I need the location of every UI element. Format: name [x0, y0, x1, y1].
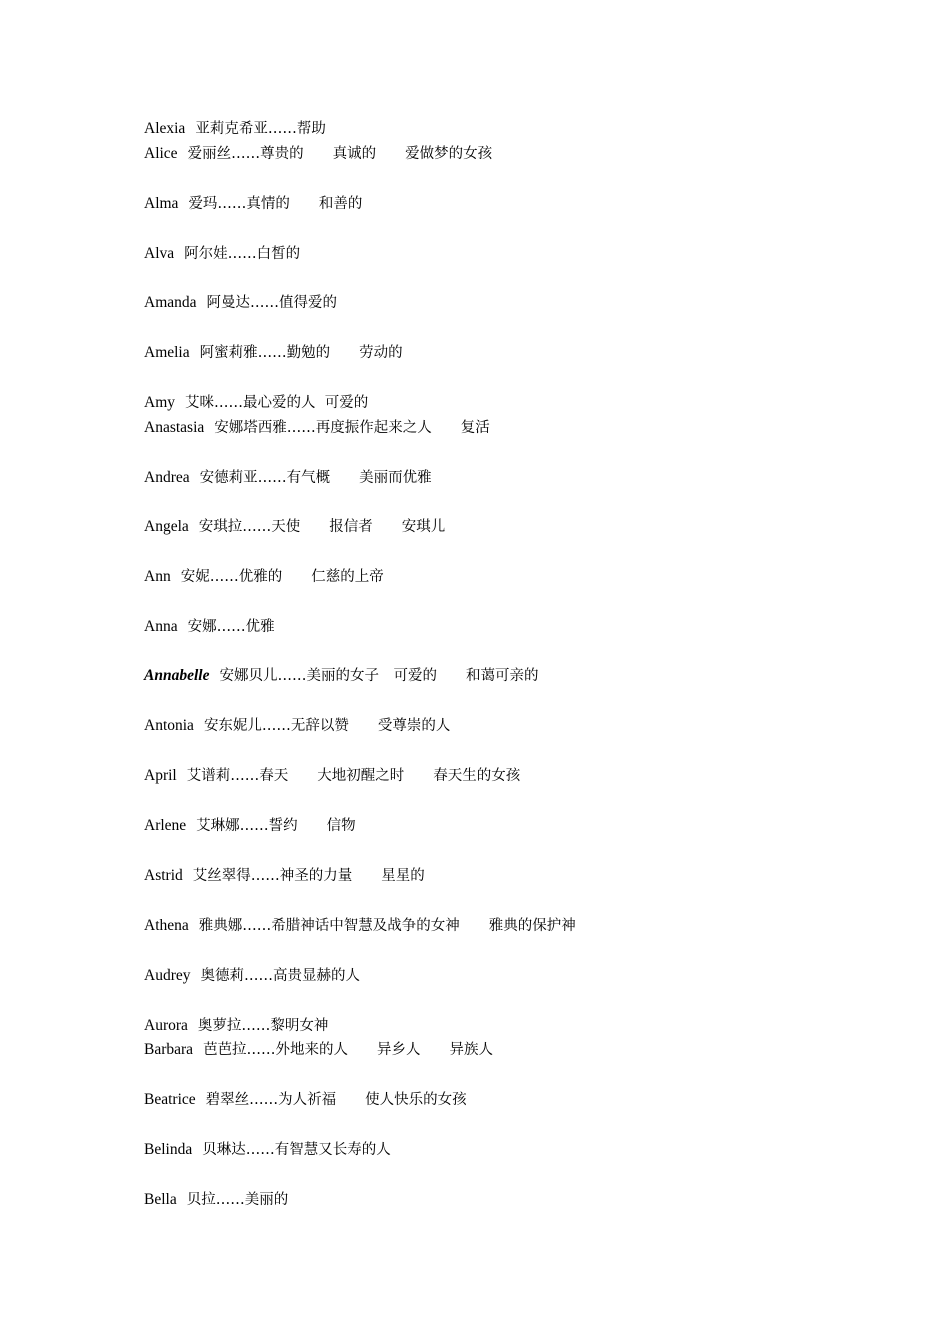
chinese-meaning: 阿蜜莉雅……勤勉的 劳动的 — [199, 345, 403, 361]
list-item — [144, 915, 576, 936]
chinese-meaning: 亚莉克希亚……帮助 — [195, 121, 326, 137]
list-item — [144, 1015, 328, 1036]
chinese-meaning: 贝琳达……有智慧又长寿的人 — [202, 1142, 391, 1158]
list-item — [144, 417, 490, 438]
list-item — [144, 965, 360, 986]
english-name: Andrea — [144, 469, 190, 486]
chinese-meaning: 爱玛……真情的 和善的 — [188, 196, 363, 212]
chinese-meaning: 艾咪……最心爱的人 可爱的 — [185, 395, 369, 411]
english-name: Bella — [144, 1191, 177, 1208]
chinese-meaning: 艾琳娜……誓约 信物 — [196, 818, 356, 834]
chinese-meaning: 艾谱莉……春天 大地初醒之时 春天生的女孩 — [186, 768, 521, 784]
chinese-meaning: 芭芭拉……外地来的人 异乡人 异族人 — [203, 1042, 494, 1058]
chinese-meaning: 安东妮儿……无辞以赞 受尊崇的人 — [203, 718, 451, 734]
chinese-meaning: 阿尔娃……白皙的 — [184, 246, 301, 262]
chinese-meaning: 安妮……优雅的 仁慈的上帝 — [180, 569, 384, 585]
list-item — [144, 1089, 467, 1110]
english-name: Aurora — [144, 1017, 188, 1034]
english-name: Amanda — [144, 294, 197, 311]
english-name: Barbara — [144, 1041, 194, 1058]
english-name: Alva — [144, 245, 175, 262]
english-name: Alma — [144, 195, 179, 212]
chinese-meaning: 碧翠丝……为人祈福 使人快乐的女孩 — [205, 1092, 467, 1108]
english-name: Angela — [144, 518, 189, 535]
english-name: Arlene — [144, 817, 187, 834]
english-name: Audrey — [144, 967, 191, 984]
list-item — [144, 193, 362, 214]
list-item — [144, 566, 384, 587]
chinese-meaning: 安娜贝儿……美丽的女子 可爱的 和蔼可亲的 — [219, 668, 539, 684]
english-name: Anna — [144, 618, 178, 635]
list-item — [144, 616, 275, 637]
english-name: Anastasia — [144, 419, 205, 436]
english-name: Athena — [144, 917, 189, 934]
list-item — [144, 815, 356, 836]
chinese-meaning: 雅典娜……希腊神话中智慧及战争的女神 雅典的保护神 — [198, 918, 576, 934]
english-name: Belinda — [144, 1141, 193, 1158]
english-name: April — [144, 767, 177, 784]
english-name: Antonia — [144, 717, 194, 734]
chinese-meaning: 爱丽丝……尊贵的 真诚的 爱做梦的女孩 — [187, 146, 493, 162]
list-item — [144, 118, 326, 139]
chinese-meaning: 安娜……优雅 — [187, 619, 275, 635]
list-item — [144, 1139, 391, 1160]
chinese-meaning: 安娜塔西雅……再度振作起来之人 复活 — [214, 420, 490, 436]
list-item — [144, 243, 300, 264]
english-name: Alexia — [144, 120, 186, 137]
list-item — [144, 865, 425, 886]
list-item — [144, 143, 492, 164]
english-name: Amy — [144, 394, 175, 411]
list-item — [144, 715, 450, 736]
english-name: Ann — [144, 568, 171, 585]
list-item — [144, 665, 538, 686]
list-item — [144, 292, 337, 313]
chinese-meaning: 阿曼达……值得爱的 — [206, 295, 338, 311]
chinese-meaning: 奥德莉……高贵显赫的人 — [200, 968, 360, 984]
list-item — [144, 516, 445, 537]
list-item — [144, 765, 520, 786]
english-name: Astrid — [144, 867, 183, 884]
english-name: Annabelle — [144, 667, 210, 684]
chinese-meaning: 奥萝拉……黎明女神 — [197, 1018, 329, 1034]
chinese-meaning: 安德莉亚……有气概 美丽而优雅 — [199, 470, 432, 486]
list-item — [144, 467, 432, 488]
english-name: Alice — [144, 145, 178, 162]
list-item — [144, 342, 403, 363]
list-item — [144, 1189, 288, 1210]
list-item — [144, 1039, 493, 1060]
english-name: Beatrice — [144, 1091, 196, 1108]
chinese-meaning: 贝拉……美丽的 — [186, 1192, 289, 1208]
english-name: Amelia — [144, 344, 190, 361]
list-item — [144, 392, 368, 413]
chinese-meaning: 艾丝翠得……神圣的力量 星星的 — [192, 868, 425, 884]
chinese-meaning: 安琪拉……天使 报信者 安琪儿 — [198, 519, 446, 535]
